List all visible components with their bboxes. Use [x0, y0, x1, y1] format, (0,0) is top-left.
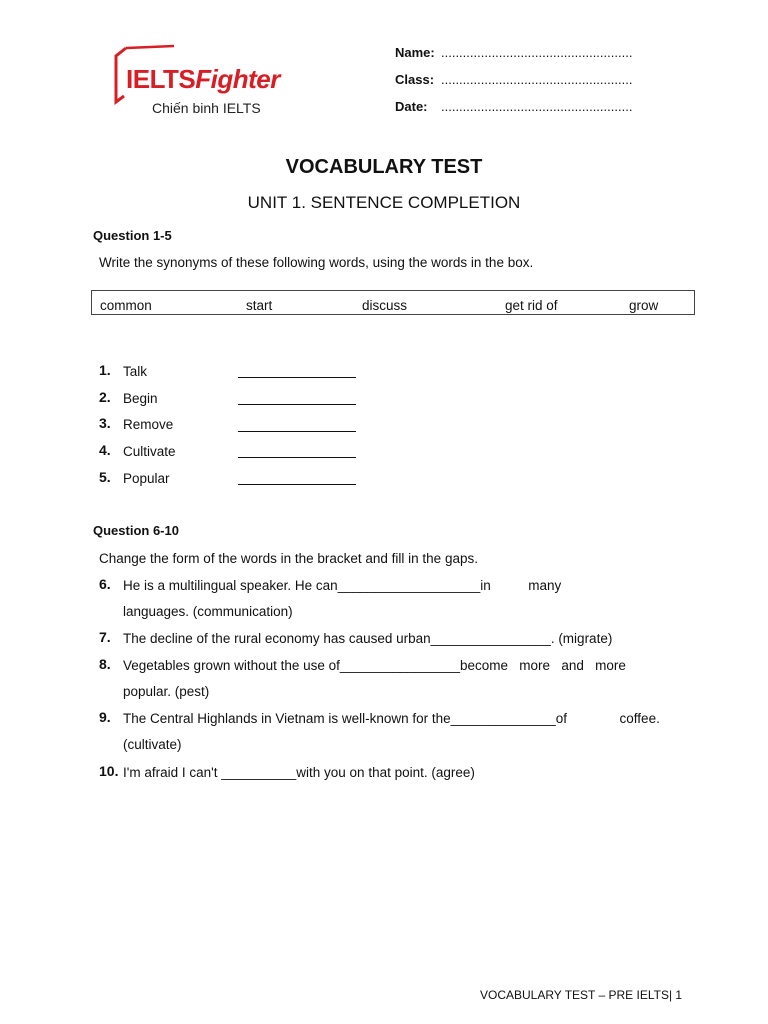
sentence-text: He is a multilingual speaker. He can___________________in many	[123, 578, 562, 593]
item-number: 2.	[99, 389, 111, 405]
box-word: common	[100, 298, 152, 313]
sentence-text: languages. (communication)	[123, 604, 293, 619]
item-word: Cultivate	[123, 444, 176, 459]
sentence-text: The decline of the rural economy has caused urban________________. (migrate)	[123, 631, 613, 646]
sentence-text: Vegetables grown without the use of________________become more and more	[123, 658, 626, 673]
date-field	[395, 99, 632, 114]
date-label: Date:	[395, 99, 428, 114]
answer-blank	[238, 484, 356, 485]
item-number: 1.	[99, 362, 111, 378]
item-number: 8.	[99, 656, 111, 672]
date-blank: .....................................................	[441, 99, 633, 114]
item-number: 5.	[99, 469, 111, 485]
answer-blank	[238, 431, 356, 432]
name-blank: .....................................................	[441, 45, 633, 60]
page-title: VOCABULARY TEST	[285, 156, 483, 178]
section2-instruction: Change the form of the words in the bracket and fill in the gaps.	[99, 551, 478, 566]
ielts-fighter-logo	[112, 42, 312, 122]
section1-instruction: Write the synonyms of these following words, using the words in the box.	[99, 255, 534, 270]
item-number: 4.	[99, 442, 111, 458]
box-word: discuss	[362, 298, 408, 313]
sentence-text: (cultivate)	[123, 737, 182, 752]
page-subtitle: UNIT 1. SENTENCE COMPLETION	[247, 193, 521, 212]
class-blank: .....................................................	[441, 72, 633, 87]
item-number: 9.	[99, 709, 111, 725]
item-word: Begin	[123, 391, 158, 406]
section1-heading: Question 1-5	[93, 228, 172, 243]
item-word: Remove	[123, 417, 174, 432]
answer-blank	[238, 404, 356, 405]
answer-blank	[238, 377, 356, 378]
answer-blank	[238, 457, 356, 458]
item-number: 10.	[99, 763, 119, 779]
sentence-text: popular. (pest)	[123, 684, 210, 699]
item-number: 6.	[99, 576, 111, 592]
sentence-text: The Central Highlands in Vietnam is well-known for the______________of coffee.	[123, 711, 660, 726]
item-number: 3.	[99, 415, 111, 431]
class-label: Class:	[395, 72, 435, 87]
box-word: grow	[629, 298, 659, 313]
box-word: start	[246, 298, 273, 313]
logo-tagline: Chiến binh IELTS	[152, 100, 261, 116]
box-word: get rid of	[505, 298, 558, 313]
name-label: Name:	[395, 45, 435, 60]
section2-heading: Question 6-10	[93, 523, 179, 538]
sentence-text: I'm afraid I can't __________with you on that point. (agree)	[123, 765, 475, 780]
class-field	[395, 72, 632, 87]
word-box	[91, 290, 695, 315]
name-field	[395, 45, 632, 60]
logo-wordmark: IELTSFighter	[126, 64, 280, 94]
item-word: Talk	[123, 364, 148, 379]
item-word: Popular	[123, 471, 170, 486]
item-number: 7.	[99, 629, 111, 645]
page-footer: VOCABULARY TEST – PRE IELTS| 1	[480, 988, 683, 1002]
